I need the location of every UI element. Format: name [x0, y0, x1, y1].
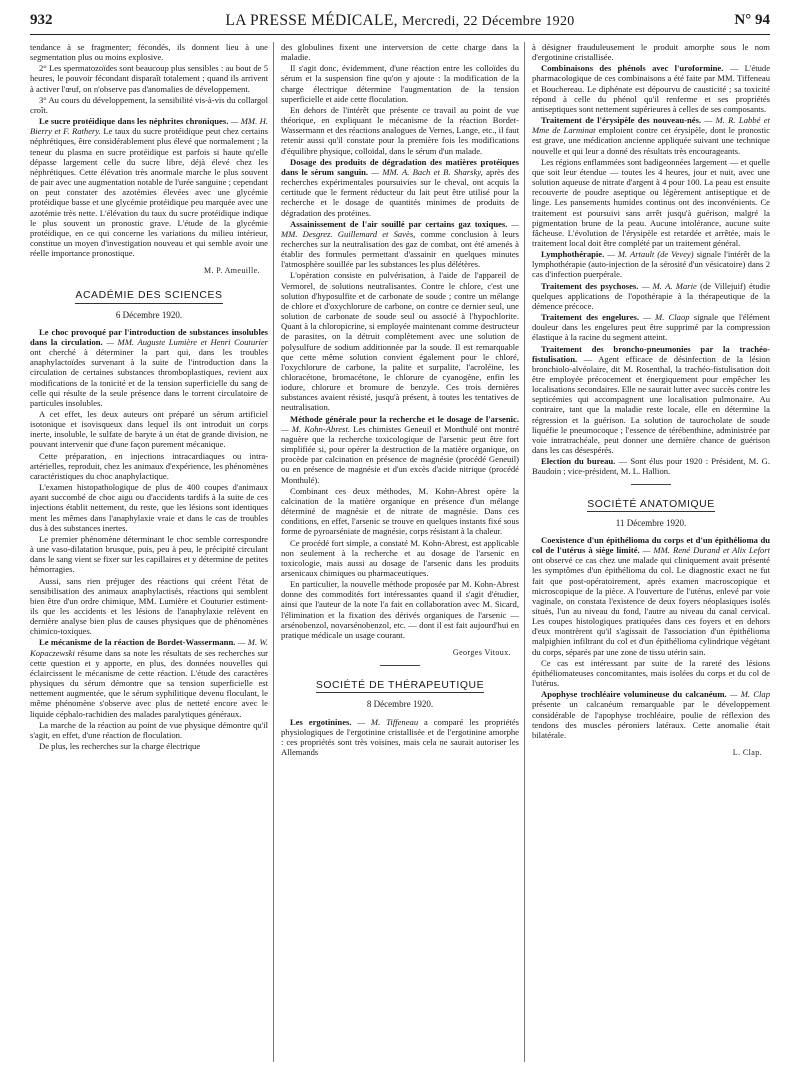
article-body: a comparé les propriétés physiologiques de l'ergotinine cristallisée et de l'ergotinine amorphe : ces propriétés sont très voisines, mais cela ne saurait autoriser les Allemands: [281, 716, 519, 757]
page-header: [30, 12, 770, 35]
article-erysipele: [532, 115, 770, 156]
article-authors: — M. Claop: [643, 312, 690, 323]
article-dosage: [281, 157, 519, 218]
article-arsenic: [281, 414, 519, 485]
paragraph: La marche de la réaction au point de vue physique démontre qu'il s'agit, en effet, d'une réaction de floculation.: [30, 719, 268, 740]
article-authors: — M. Tiffeneau: [357, 716, 419, 727]
article-body: après des recherches expérimentales poursuivies sur le cheval, ont acquis la certitude que le ferment réducteur du lait peut être utilisé pour la recherche et le dosage de quantités minimes de produits de dégradation des protéines.: [281, 166, 519, 218]
article-title: Traitement des psychoses.: [541, 280, 639, 291]
article-body: présente un calcanéum remarquable par le développement considérable de l'apophyse trochléaire, poulie de réflexion des tendons des muscles péroniers latéraux. Cette anomalie était bilatérale.: [532, 699, 770, 740]
column-divider: [273, 42, 274, 1062]
section-date: 11 Décembre 1920.: [615, 517, 687, 528]
article-body: — L'étude pharmacologique de ces combinaisons a été faite par MM. Tiffeneau et Bouchereau. Le diphénate est dépourvu de causticité ; sa toxicité répond à celle du phénol qu'il renferme et ses propriétés antiseptiques sont nettement supérieures à celles de ses composants.: [532, 63, 770, 114]
article-choc: [30, 327, 268, 408]
paragraph: 2° Les spermatozoïdes sont beaucoup plus sensibles : au bout de 5 heures, le pouvoir fécondant disparaît totalement ; quand ils arrivent à activer l'œuf, on n'observe pas d'anomalies de développement.: [30, 63, 268, 94]
paragraph: L'opération consiste en pulvérisation, à l'aide de l'appareil de Vermorel, de solutions neutralisantes. Contre le chlore, c'est une solution d'hyposulfite et de carbonate de soude ; contre un mélange de chlore et d'oxychlorure de carbone, on contre ce dernier seul, une solution de carbonate de soude seul ou associé à l'hypochlorite. Quant à la chloropicrine, si employée maintenant comme destructeur de parasites, on la détruit complètement avec une solution de polysulfure de sodium additionnée par la soude. Il est remarquable que cette même solution convient également pour le chloré, l'oxychlorure de carbone, la palite et surpalite, l'acroléine, les chloracétone, bromacétone, le chlorure de cyanogène, enfin les iodure, chlorure et bromure de benzyle. Ces trois dernières substances avaient résisté, jusqu'à présent, à toutes les tentatives de neutralisation.: [281, 270, 519, 413]
article-authors: — M. Artault (de Vevey): [607, 249, 694, 260]
article-title: Les ergotinines.: [290, 716, 352, 727]
article-title: Traitement des engelures.: [541, 312, 640, 323]
separator: [380, 665, 420, 666]
article-title: Traitement des broncho-pneumonies par la trachéo-fistulisation.: [532, 343, 770, 364]
article-authors: — MM. Auguste Lumière et Henri Couturier: [106, 336, 268, 347]
article-body: signale l'intérêt de la lymphothérapie (auto-injection de la sérosité d'un vésicatoire) dans 2 cas d'infection puerpérale.: [532, 249, 770, 280]
paragraph: Combinant ces deux méthodes, M. Kohn-Abrest opère la calcination de la matière organique en présence d'un mélange déterminé de magnésie et de nitrate de magnésie. Dans ces conditions, en effet, l'arsenic se trouve en quelques instants fixé sous forme de pyroarséniate de magnésie, corps résistant à la chaleur.: [281, 485, 519, 537]
paragraph: Ce cas est intéressant par suite de la rareté des lésions épithéliomateuses concomitantes, mais isolées du corps et du col de l'utérus.: [532, 657, 770, 689]
article-authors: — MM. Desgrez. Guillemard et Savès,: [281, 218, 519, 239]
paragraph: Le premier phénomène déterminant le choc semble correspondre à une vaso-dilatation brusque, puis, peu à peu, le précipité circulant dans le sang vient se fixer sur les capillaires et y détermine de petites hémorragies.: [30, 533, 268, 575]
section-date: 6 Décembre 1920.: [115, 309, 183, 320]
article-authors: — M. A. Marie: [641, 280, 697, 291]
section-heading: ACADÉMIE DES SCIENCES: [30, 290, 268, 303]
page-number: 932: [30, 12, 53, 28]
paragraph: à désigner frauduleusement le produit amorphe sous le nom d'ergotinine cristallisée.: [532, 42, 770, 63]
article-engelures: [532, 312, 770, 342]
article-ergotinines: [281, 717, 519, 758]
article-assainissement: [281, 219, 519, 270]
paragraph: A cet effet, les deux auteurs ont préparé un sérum artificiel isotonique et isovisqueux dans lequel ils ont introduit un corps inerte, insoluble, le sulfate de baryte à un état de grande division, ne pouvant intervenir que d'une façon purement mécanique.: [30, 409, 268, 450]
article-title: Le mécanisme de la réaction de Bordet-Wassermann.: [39, 637, 236, 648]
article-body: — Sont élus pour 1920 : Président, M. G. Baudoin ; vice-président, M. L. Hallion.: [532, 456, 770, 477]
column-divider: [524, 42, 525, 1062]
publication-title: LA PRESSE MÉDICALE,: [225, 12, 398, 29]
column-left: [30, 42, 268, 1067]
article-apophyse: [532, 689, 770, 740]
article-authors: — MM. René Durand et Alix Lefort: [642, 545, 770, 556]
article-body: — Agent efficace de désinfection de la lésion bronchiolo-alvéolaire, dit M. Rosenthal, la trachéo-fistulisation doit être employée précocement et énergiquement pour empêcher les localisations secondaires. Elle ne saurait lutter avec succès contre les septicémies qui accompagnent une localisation pulmonaire. Au contraire, tant que la maladie reste locale, elle en détermine la régression et la guérison. La solution de taurocholate de soude liquéfie le pneumocoque ; l'essence de térébenthine, administrée par voie intratrachéale, peut donner une dernière chance de guérison dans les cas désespérés.: [532, 353, 770, 456]
paragraph: Ce procédé fort simple, a constaté M. Kohn-Abrest, est applicable non seulement à la recherche et au dosage de l'arsenic en toxicologie, mais aussi au dosage de l'arsenic dans les produits arsenicaux chimiques ou pharmaceutiques.: [281, 537, 519, 578]
article-body: comme conclusion à leurs recherches sur la neutralisation des gaz de combat, ont été amenés à établir des formules permettant d'assainir en quelques minutes l'atmosphère souillée par les substances les plus délétères.: [281, 228, 519, 270]
article-title: Lymphothérapie.: [541, 249, 605, 260]
article-title: Coexistence d'un épithélioma du corps et d'un épithélioma du col de l'utérus à siège limité.: [532, 534, 770, 556]
article-body: Le taux du sucre protéidique peut chez certains néphrétiques, être considérablement plus élevé que normalement ; la teneur du plasma en sucre protéidique est parfois si haute qu'elle dépasse largement celle du sucre libre, déjà élevé chez les néphrétiques. Cette élévation très anormale marche le plus souvent de pair avec une augmentation notable de l'urée sanguine ; cependant on peut constater des azotémies élevées avec une glycémie protéidique basse et une glycémie protéidique peu marquée avec une azotémie très nette. L'élévation du taux du sucre protéidique indique le plus souvent un pronostic grave. L'étude de la glycémie protéidique, en ce qui concerne les variations du milieu intérieur, constitue un moyen d'investigation nouveau et qui semble avoir une réelle importance pronostique.: [30, 126, 268, 259]
article-election: [532, 456, 770, 476]
article-body: ont cherché à déterminer la part qui, dans les troubles anaphylactoïdes survenant à la suite de l'introduction dans la circulation de certaines substances thromboplastiques, revient aux modifications de la tonicité et de la tension superficielle du sang de celle qui résulte de la seule présence dans le torrent circulatoire de particules insolubles.: [30, 347, 268, 408]
paragraph: Il s'agit donc, évidemment, d'une réaction entre les colloïdes du sérum et la suspension fine qu'on y ajoute : la modification de la charge électrique détermine l'augmentation de la tension superficielle et aide cette floculation.: [281, 63, 519, 104]
signature: M. P. Ameuille.: [203, 266, 260, 276]
article-authors: — M. Clap: [729, 689, 770, 700]
article-broncho: [532, 344, 770, 456]
signature: Georges Vitoux.: [452, 648, 511, 658]
article-body: signale que l'élément douleur dans les engelures peut être supprimé par la compression élastique à la racine du segment atteint.: [532, 312, 770, 343]
paragraph: des globulines fixent une interversion de cette charge dans la maladie.: [281, 42, 519, 63]
article-title: Combinaisons des phénols avec l'uroformine.: [541, 63, 724, 74]
article-title: Le sucre protéidique dans les néphrites chroniques.: [39, 116, 229, 127]
article-title: Le choc provoqué par l'introduction de substances insolubles dans la circulation.: [30, 326, 268, 347]
article-title: Méthode générale pour la recherche et le dosage de l'arsenic.: [290, 413, 519, 424]
paragraph: En dehors de l'intérêt que présente ce travail au point de vue théorique, en expliquant le mécanisme de la réaction Bordet-Wassermann et des réactions analogues de Vernes, Lange, etc., il faut retenir aussi qu'il constate pour la première fois les modifications d'équilibre physique, colloïdal, dans le sérum d'un malade.: [281, 104, 519, 156]
article-title: Dosage des produits de dégradation des matières protéiques dans le sérum sanguin.: [281, 156, 519, 177]
article-title: Election du bureau.: [541, 456, 616, 467]
article-title: Assainissement de l'air souillé par certains gaz toxiques.: [290, 218, 508, 229]
issue-number: N° 94: [734, 12, 770, 28]
article-coexistence: [532, 535, 770, 657]
paragraph: Aussi, sans rien préjuger des réactions qui créent l'état de sensibilisation des animaux anaphylactisés, réactions qui semblent bien être d'un ordre chimique, MM. Lumière et Couturier estiment-ils que les accidents et les lésions de l'anaphylaxie relèvent en dernière analyse bien plus de causes physiques que de phénomènes chimico-toxiques.: [30, 575, 268, 637]
article-title: Apophyse trochléaire volumineuse du calcanéum.: [541, 689, 727, 700]
section-heading: SOCIÉTÉ ANATOMIQUE: [532, 499, 770, 512]
publication-date: Mercredi, 22 Décembre 1920: [401, 14, 575, 29]
article-title: Traitement de l'érysipèle des nouveau-nés.: [541, 115, 702, 126]
article-phenols: [532, 63, 770, 114]
article-body: (de Villejuif) étudie quelques applications de l'opothérapie à la thérapeutique de la démence précoce.: [532, 280, 770, 311]
article-lymphotherapie: [532, 249, 770, 279]
paragraph: Les régions enflammées sont badigeonnées largement — et quelle que soit leur étendue — toutes les 4 heures, jour et nuit, avec une solution aqueuse de nitrate d'argent à 4 pour 100. La peau est ensuite recouverte de poudre aseptique ou légèrement antiseptique et de linge. Les pansements humides continus ont des inconvénients. Ce traitement est poursuivi sans arrêt jusqu'à guérison, malgré la pigmentation brune de la peau. Aucune intolérance, aucune suite fâcheuse. L'évolution de l'érysipèle est retardée et arrêtée, mais le traitement local doit être complété par un traitement général.: [532, 156, 770, 248]
article-authors: — M. W. Kopaczewski: [30, 637, 268, 658]
paragraph: tendance à se fragmenter; fécondés, ils donnent lieu à une segmentation plus ou moins explosive.: [30, 42, 268, 63]
section-date: 8 Décembre 1920.: [366, 699, 434, 710]
article-authors: — MM. H. Bierry et F. Rathery.: [30, 116, 268, 137]
paragraph: En particulier, la nouvelle méthode proposée par M. Kohn-Abrest donne des commodités fort intéressantes quand il s'agit d'étudier, ainsi que l'auteur de la note l'a fait en collaboration avec M. Sicard, l'élimination et la fixation des dérivés organiques de l'arsenic — arsénobenzol, novarsénobenzol, etc. — dont il est fait aujourd'hui en pratique médicale un usage courant.: [281, 579, 519, 640]
article-body: emploient contre cet érysipèle, dont le pronostic est grave, une médication ancienne appliquée suivant une technique nouvelle et qui leur a donné des résultats très encourageants.: [532, 125, 770, 156]
paragraph: L'examen histopathologique de plus de 400 coupes d'animaux ayant succombé de choc aigu ou d'accidents tardifs à la suite de ces injections établit nettement, du reste, que les lésions sont identiques ment les mêmes dans l'anaphylaxie vraie et dans le cas de troubles dus à des substances inertes.: [30, 482, 268, 533]
signature: L. Clap.: [732, 748, 762, 757]
section-heading: SOCIÉTÉ DE THÉRAPEUTIQUE: [281, 680, 519, 693]
paragraph: De plus, les recherches sur la charge électrique: [39, 741, 201, 751]
article-authors: — M. R. Labbé et Mme de Larminat: [532, 115, 770, 136]
article-bordet: [30, 637, 268, 718]
paragraph: 3° Au cours du développement, la sensibilité vis-à-vis du collargol croît.: [30, 94, 268, 115]
article-body: ont observé ce cas chez une malade qui cliniquement avait présenté les symptômes d'un épithélioma du col. Le diagnostic exact ne fut fait que post-opératoirement, après examen macroscopique et microscopique de la pièce. A l'ouverture de l'utérus, enlevé par voie vaginale, on constata l'existence de deux foyers néoplasiques isolés situés, l'un au niveau du fond, l'autre au niveau du canal cervical. Les coupes histologiques pratiquées dans ces foyers et en dehors d'eux montrèrent qu'il s'agissait de l'association d'un épithélioma malpighien infiltrant du col et d'un épithélioma cylindrique végétant du corps, séparés par une zone de tissu utérin sain.: [532, 555, 770, 657]
article-body: résume dans sa note les résultats de ses recherches sur cette question et y apporte, en plus, des données nouvelles qui éclaircissent le mécanisme de cette réaction. L'étude des caractères physiques du sérum démontre que sa tension superficielle est nettement augmentée, que le sérum syphilitique devenu floculant, le même phénomène s'observe avec plus de netteté encore avec le liquide céphalo-rachidien des malades paralytiques généraux.: [30, 647, 268, 719]
article-psychoses: [532, 281, 770, 311]
article-authors: — M. Kohn-Abrest.: [281, 423, 350, 434]
masthead: [30, 12, 770, 30]
article-body: Les chimistes Geneuil et Monthulé ont montré naguère que la recherche toxicologique de l'arsenic peut être fort simplifiée si, pour opérer la destruction de la matière organique, on procède par calcination en présence de magnésie (procédé Geneuil) ou en présence de magnésie et d'un excès d'acide nitrique (procédé Monthulé).: [281, 423, 519, 485]
column-right: [532, 42, 770, 1067]
separator: [631, 484, 671, 485]
paragraph: Cette préparation, en injections intracardiaques ou intra-artérielles, reproduit, chez les animaux d'expérience, les phénomènes caractéristiques du choc anaphylactique.: [30, 450, 268, 481]
column-middle: [281, 42, 519, 1067]
article-authors: — MM. A. Bach et B. Sharsky,: [371, 166, 483, 177]
article-sucre: [30, 116, 268, 258]
